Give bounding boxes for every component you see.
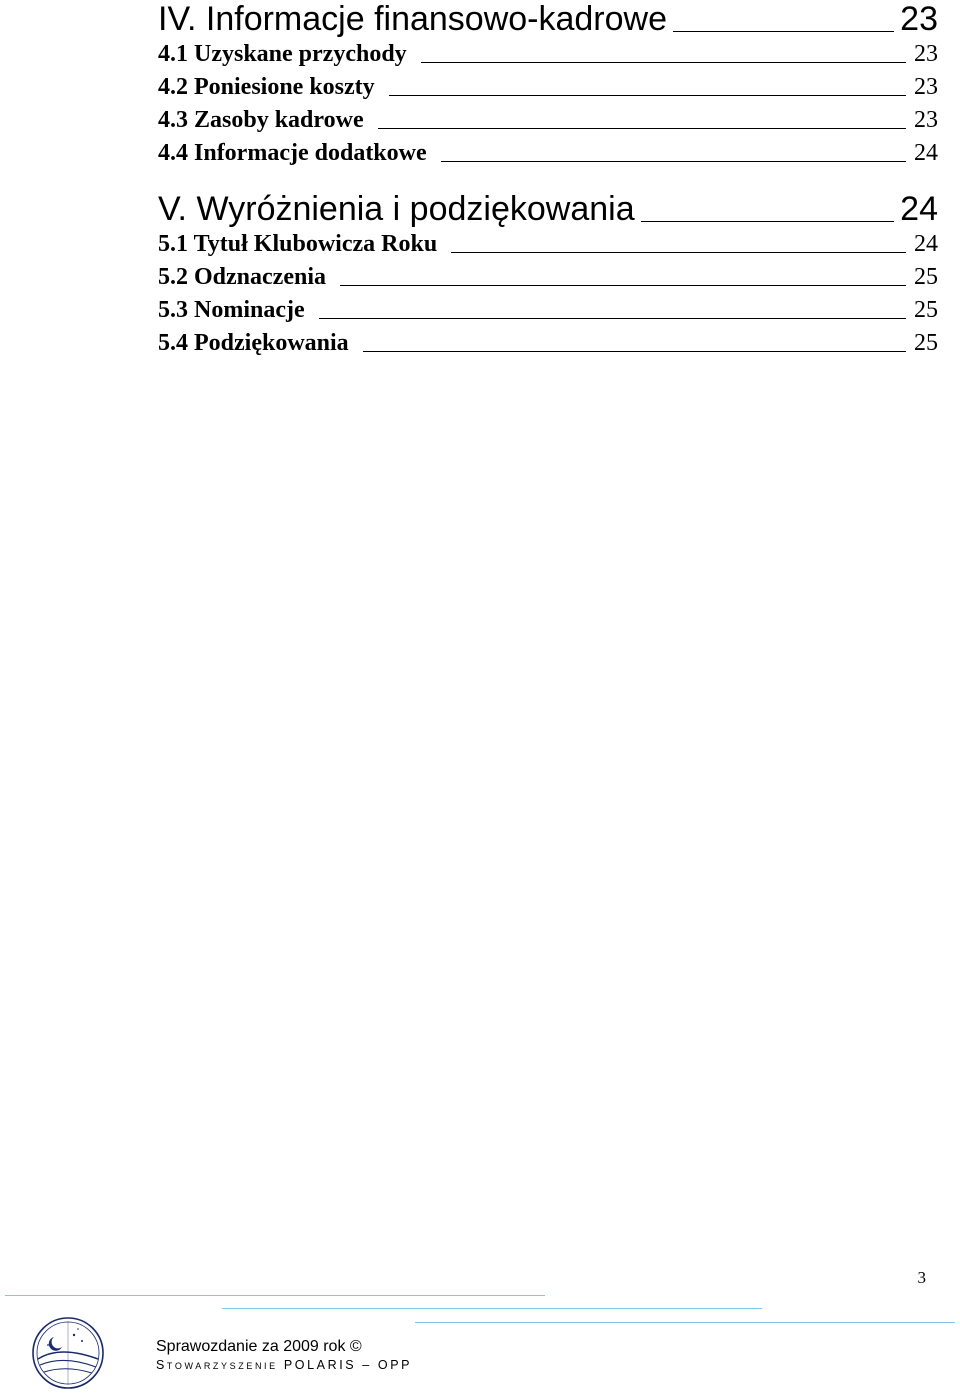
toc-page-number: 23 [900, 0, 938, 38]
toc-leader-line [378, 128, 906, 129]
footer-organization-name: Stowarzyszenie POLARIS – OPP [156, 1358, 413, 1372]
toc-entry-label: 4.1 Uzyskane przychody [158, 41, 407, 67]
toc-leader-line [451, 252, 906, 253]
toc-leader-line [641, 221, 895, 222]
footer [156, 1337, 412, 1373]
footer-report-title: Sprawozdanie za 2009 rok © [156, 1338, 362, 1355]
toc-leader-line [441, 161, 906, 162]
polaris-logo-icon [30, 1315, 106, 1391]
toc-page-number: 24 [914, 140, 938, 166]
toc-entry-4-1[interactable] [158, 38, 938, 71]
toc-leader-line [673, 31, 894, 32]
toc-page-number: 24 [914, 231, 938, 257]
toc-page-number: 23 [914, 107, 938, 133]
toc-leader-line [363, 351, 906, 352]
toc-page-number: 25 [914, 297, 938, 323]
toc-heading-label: IV. Informacje finansowo-kadrowe [158, 0, 668, 38]
toc-entry-label: 4.2 Poniesione koszty [158, 74, 375, 100]
footer-rule-middle [222, 1308, 762, 1309]
toc-entry-5-2[interactable] [158, 261, 938, 294]
page-number: 3 [917, 1268, 926, 1287]
toc-entry-label: 5.3 Nominacje [158, 297, 305, 323]
toc-heading-label: V. Wyróżnienia i podziękowania [158, 190, 635, 228]
toc-page-number: 23 [914, 74, 938, 100]
toc-leader-line [389, 95, 906, 96]
toc-entry-label: 4.3 Zasoby kadrowe [158, 107, 364, 133]
section-spacer [158, 170, 938, 190]
toc-leader-line [340, 285, 906, 286]
toc-leader-line [319, 318, 906, 319]
toc-page-number: 23 [914, 41, 938, 67]
toc-entry-label: 4.4 Informacje dodatkowe [158, 140, 427, 166]
toc-heading-section-4[interactable] [158, 0, 938, 38]
footer-rule-top [5, 1295, 545, 1296]
toc-page-number: 25 [914, 264, 938, 290]
toc-entry-5-4[interactable] [158, 327, 938, 360]
toc-entry-5-1[interactable] [158, 228, 938, 261]
toc-entry-5-3[interactable] [158, 294, 938, 327]
toc-entry-label: 5.4 Podziękowania [158, 330, 349, 356]
toc-page-number: 25 [914, 330, 938, 356]
footer-rule-bottom [415, 1322, 955, 1323]
toc-entry-4-2[interactable] [158, 71, 938, 104]
toc-entry-4-4[interactable] [158, 137, 938, 170]
toc-leader-line [421, 62, 906, 63]
toc-page-number: 24 [900, 190, 938, 228]
toc-entry-label: 5.2 Odznaczenia [158, 264, 326, 290]
toc-entry-label: 5.1 Tytuł Klubowicza Roku [158, 231, 438, 257]
toc-heading-section-5[interactable] [158, 190, 938, 228]
toc-entry-4-3[interactable] [158, 104, 938, 137]
table-of-contents [158, 0, 938, 360]
